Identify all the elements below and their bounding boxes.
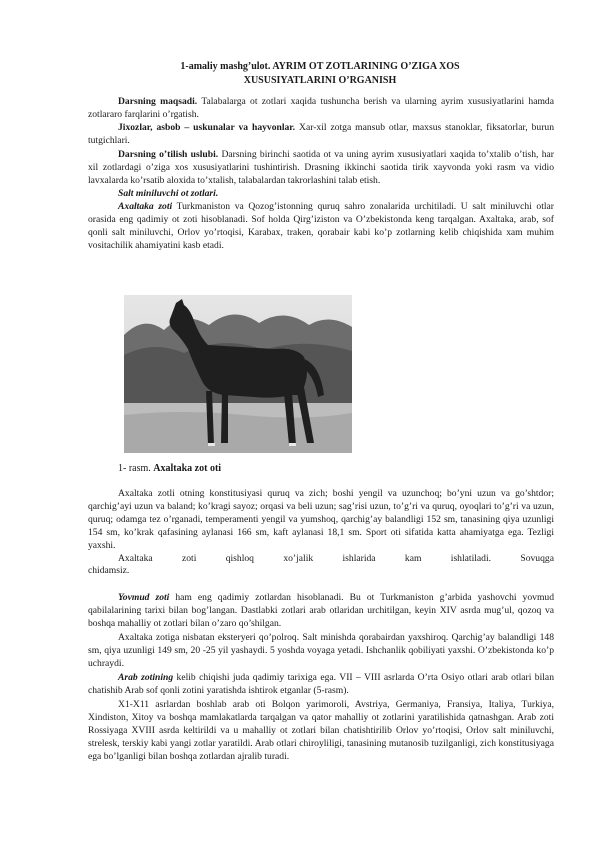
paragraph-equipment: [88, 122, 554, 148]
axaltaka-description-text: Axaltaka zotli otning konstitusiyasi quruq va zich; boshi yengil va uzunchoq; bo’yni uzun va go’shtdor; qarchig’ayi uzun va baland; ko’kragi sayoz; orqasi va beli uzun; sag’risi uzun, to’g’ri va quruq, oyoqlari to’g’ri va uzun, quruq; odamga tez o’rganadi, temperamenti yengil va yumshoq, qarchig’ay balandligi 152 sm, tanasining qiya uzunligi 154 sm, ko’krak qafasining aylanasi 166 sm, kaft aylanasi 18,1 sm. Sport oti sifatida katta ahamiyatga ega. Tezligi yaxshi.: [88, 488, 554, 551]
horse-image: [124, 295, 352, 453]
paragraph-goal: [88, 96, 554, 122]
caption-title: Axaltaka zot oti: [153, 463, 222, 474]
yovmud-label: Yovmud zoti: [118, 592, 170, 603]
page-title: [120, 60, 520, 88]
equipment-text: Xar-xil zotga mansub otlar, maxsus stanoklar, fiksatorlar, burun tutgichlari.: [88, 122, 555, 146]
section-heading-text: Salt miniluvchi ot zotlari.: [118, 188, 219, 199]
axaltaka-intro-text: Turkmaniston va Qozog’istonning quruq sahro zonalarida urchitiladi. U salt miniluvchi otlar orasida eng qadimiy ot zoti hisoblanadi. Sof holda Qirg’iziston va O’zbekistonda keng tarqalgan. Axaltaka, arab, sof qonli salt miniluvchi, Orlov yo’rtoqisi, Karabax, traken, qorabair kabi ko’p zotlarning kelib chiqishida хаm muhim vositachilik ahamiyatini kasb etadi.: [88, 201, 554, 251]
goal-text: Talabalarga ot zotlari xaqida tushuncha berish va ularning ayrim xususiyatlarini hamda zotlararo farqlarini o’rgatish.: [88, 96, 554, 120]
arab-label: Arab zotining: [118, 672, 174, 683]
paragraph-method: [88, 149, 554, 188]
axaltaka-label: Axaltaka zoti: [118, 201, 173, 212]
paragraph-axaltaka-intro: [88, 201, 554, 253]
horse-photo: [124, 295, 352, 453]
yovmud-exterior-text: Axaltaka zotiga nisbatan eksteryeri qo’polroq. Salt minishda qorabairdan yaxshiroq. Qarchig’ay balandligi 148 sm, qiya uzunligi 149 sm, 20 -25 yil yashaydi. 5 yoshda voyaga yetadi. Ishchanlik qobiliyati yaxshi. O’zbekistonda ko’p uchraydi.: [88, 632, 554, 669]
figure-caption: [118, 463, 221, 474]
equipment-label: Jixozlar, asbob – uskunalar va hayvonlar.: [118, 122, 296, 133]
arab-history-text: X1-X11 asrlardan boshlab arab oti Bolqon yarimoroli, Avstriya, Germaniya, Fransiya, Italiya, Turkiya, Xindiston, Xitoy va boshqa mamlakatlarda tarqalgan va qator mahalliy ot zotlarini yaratilishida qatnashgan. Arab zoti Rossiyaga XVIII asrda keltirildi va u mahalliy ot zotlari bilan chatishtirilib Orlov yo’rtoqisi, Orlov salt miniluvchi, strelesk, terskiy kabi yangi zotlar yaratildi. Arab otlari chiroyliligi, tanasining mutanosib tuzilganligi, zich konstitusiyaga ega bo’lganligi bilan boshqa zotlardan ajralib turadi.: [88, 699, 554, 762]
caption-prefix: 1- rasm.: [118, 463, 154, 474]
tail-word: Sovuqga: [520, 552, 554, 564]
title-line-1: 1-amaliy mashg’ulot. AYRIM OT ZOTLARINING O’ZIGA XOS: [180, 61, 460, 72]
tail-word: zoti: [181, 552, 197, 564]
arab-text: kelib chiqishi juda qadimiy tarixiga ega. VII – VIII asrlarda O’rta Osiyo otlari arab otlari bilan chatishib Arab sof qonli zotini yaratishda ishtirok etganlar (5-rasm).: [88, 672, 554, 696]
title-line-2: XUSUSIYATLARINI O’RGANISH: [243, 75, 397, 86]
tail-word: qishloq: [225, 552, 254, 564]
tail-word: kam: [404, 552, 422, 564]
paragraph-axaltaka-description: [88, 488, 554, 578]
axaltaka-tail-line: [88, 553, 554, 566]
tail-word: xo’jalik: [283, 552, 314, 564]
paragraph-yovmud: [88, 592, 554, 631]
tail-word: ishlarida: [342, 552, 376, 564]
yovmud-text: ham eng qadimiy zotlardan hisoblanadi. Bu ot Turkmaniston g’arbida yashovchi yovmud qabilalarining tarixi bilan bog’langan. Dastlabki zotlari arab otlaridan urchitilgan, keyin XIV asrda mug’ul, qozoq va boshqa mahalliy ot zotlari bilan o’zaro qo’shilgan.: [88, 592, 554, 629]
tail-word: ishlatiladi.: [450, 552, 492, 564]
section-heading: [88, 188, 554, 201]
tail-word: Axaltaka: [118, 552, 153, 564]
goal-label: Darsning maqsadi.: [118, 96, 198, 107]
method-label: Darsning o’tilish uslubi.: [118, 149, 219, 160]
paragraph-yovmud-exterior: [88, 632, 554, 671]
axaltaka-tail-end: chidamsiz.: [88, 565, 130, 577]
paragraph-arab-history: [88, 699, 554, 764]
paragraph-arab: [88, 672, 554, 698]
method-text: Darsning birinchi saotida ot va uning ayrim xususiyatlari xaqida to’xtalib o’tish, har xil zotlardagi o’ziga xos xususiyatlarini tushintirish. Drasning ikkinchi saotida tirik xayvonda yoki rasm va vidio lavxalarda ko’rsatib aloxida to’xtalish, talabalardan takrorlashini talab etish.: [88, 149, 554, 186]
